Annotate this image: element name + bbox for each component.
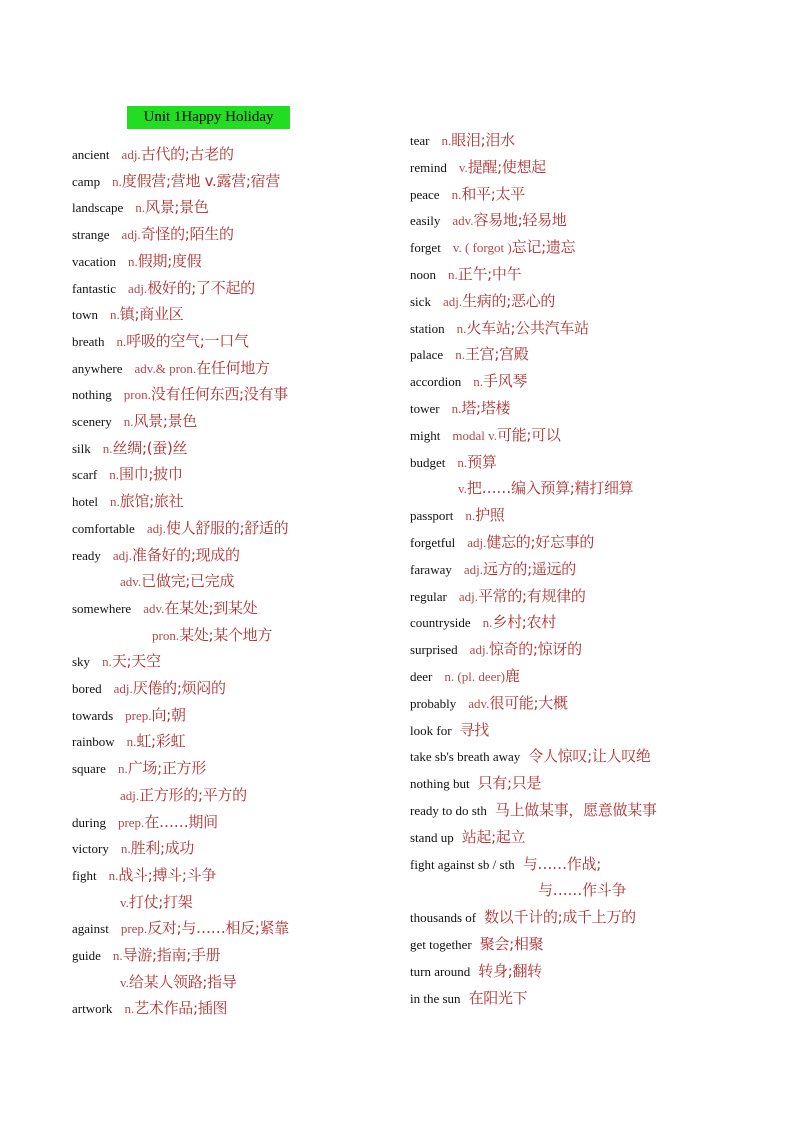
vocab-entry (410, 556, 576, 582)
part-of-speech: adj. (121, 147, 141, 162)
vocab-meaning: 使人舒服的;舒适的 (165, 519, 289, 537)
part-of-speech: n. (451, 187, 462, 202)
part-of-speech: n. (116, 334, 127, 349)
vocab-meaning: 导游;指南;手册 (122, 946, 221, 964)
part-of-speech: n. (473, 374, 484, 389)
vocab-meaning: 和平;太平 (461, 185, 525, 203)
vocab-entry (410, 931, 543, 957)
vocab-meaning: 把……编入预算;精打细算 (466, 479, 634, 497)
vocab-meaning: 反对;与……相反;紧靠 (147, 919, 289, 937)
vocab-entry (72, 809, 218, 835)
vocab-entry (72, 835, 194, 861)
part-of-speech: adj. (467, 535, 487, 550)
vocab-meaning: 正方形的;平方的 (139, 786, 247, 804)
vocab-word: anywhere (72, 361, 123, 376)
vocab-meaning: 在任何地方 (196, 359, 270, 377)
vocab-word: town (72, 307, 98, 322)
vocab-word: take sb's breath away (410, 749, 521, 764)
vocab-meaning: 平常的;有规律的 (477, 587, 586, 605)
vocab-meaning: 远方的;遥远的 (483, 560, 576, 578)
part-of-speech: n. (482, 615, 493, 630)
vocab-meaning: 很可能;大概 (489, 694, 568, 712)
vocab-meaning: 在某处;到某处 (164, 599, 258, 617)
vocab-meaning: 度假营;营地 v.露营;宿营 (121, 172, 281, 190)
vocab-meaning: 没有任何东西;没有事 (150, 385, 288, 403)
vocab-entry (410, 181, 525, 207)
vocab-entry (152, 622, 272, 648)
vocab-meaning: 容易地;轻易地 (473, 211, 567, 229)
vocab-meaning: 忘记;遗忘 (511, 238, 576, 256)
vocab-meaning: 王宫;宫殿 (464, 345, 529, 363)
vocab-entry (72, 328, 249, 354)
vocab-word: comfortable (72, 521, 135, 536)
vocab-word: towards (72, 708, 114, 723)
vocab-word: strange (72, 227, 110, 242)
vocab-word: sky (72, 654, 91, 669)
vocab-word: station (410, 321, 445, 336)
part-of-speech: adj. (113, 681, 133, 696)
part-of-speech: adv. (452, 213, 474, 228)
vocab-meaning: 准备好的;现成的 (132, 546, 240, 564)
vocab-word: easily (410, 213, 441, 228)
vocab-word: faraway (410, 562, 452, 577)
vocab-word: get together (410, 937, 472, 952)
vocab-entry (410, 449, 497, 475)
vocab-meaning: 眼泪;泪水 (451, 131, 515, 149)
vocab-word: artwork (72, 1001, 113, 1016)
part-of-speech: prep. (117, 815, 145, 830)
vocab-meaning: 艺术作品;插图 (134, 999, 228, 1017)
vocab-entry (120, 568, 234, 594)
vocab-entry (410, 341, 529, 367)
vocab-word: fight (72, 868, 97, 883)
vocab-entry (72, 275, 255, 301)
vocab-word: palace (410, 347, 444, 362)
part-of-speech: adj. (128, 281, 148, 296)
vocab-entry (120, 889, 192, 915)
vocab-word: noon (410, 267, 436, 282)
vocab-meaning: 与……作斗争 (538, 881, 627, 899)
part-of-speech: n. (455, 347, 465, 362)
vocab-meaning: 厌倦的;烦闷的 (132, 679, 226, 697)
vocab-meaning: 寻找 (459, 721, 489, 739)
vocab-entry (72, 515, 288, 541)
vocab-meaning: 古代的;古老的 (140, 145, 234, 163)
vocab-word: stand up (410, 830, 454, 845)
vocab-entry (410, 234, 575, 260)
vocab-meaning: 生病的;恶心的 (462, 292, 556, 310)
vocab-word: victory (72, 841, 109, 856)
vocab-word: during (72, 815, 106, 830)
part-of-speech: v. (120, 895, 129, 910)
part-of-speech: n. (112, 174, 122, 189)
part-of-speech: adj. (458, 589, 478, 604)
vocab-meaning: 在……期间 (144, 813, 218, 831)
vocab-word: camp (72, 174, 101, 189)
vocab-meaning: 令人惊叹;让人叹绝 (528, 747, 651, 765)
vocab-word: turn around (410, 964, 471, 979)
vocab-word: fantastic (72, 281, 117, 296)
vocab-word: thousands of (410, 910, 477, 925)
vocab-word: ancient (72, 147, 110, 162)
vocab-word: fight against sb / sth (410, 857, 515, 872)
part-of-speech: adj. (120, 788, 140, 803)
vocab-entry (72, 675, 226, 701)
vocab-word: might (410, 428, 441, 443)
vocab-entry (72, 648, 161, 674)
vocab-entry (410, 261, 521, 287)
vocab-entry (410, 851, 601, 877)
part-of-speech: n. (441, 133, 452, 148)
vocab-word: probably (410, 696, 457, 711)
part-of-speech: modal v. (452, 428, 497, 443)
vocab-entry (410, 904, 636, 930)
vocab-word: budget (410, 455, 446, 470)
vocab-meaning: 假期;度假 (137, 252, 202, 270)
part-of-speech: pron. (123, 387, 151, 402)
vocab-entry (72, 942, 220, 968)
part-of-speech: v. ( forgot ) (452, 240, 512, 255)
vocab-entry (410, 609, 556, 635)
vocab-entry (410, 797, 657, 823)
vocab-entry (458, 475, 633, 501)
vocab-word: forgetful (410, 535, 456, 550)
vocab-word: rainbow (72, 734, 115, 749)
vocab-meaning: 向;朝 (151, 706, 186, 724)
part-of-speech: adj. (146, 521, 166, 536)
vocab-entry (410, 743, 651, 769)
vocab-meaning: 乡村;农村 (492, 613, 556, 631)
vocab-entry (72, 542, 240, 568)
part-of-speech: v. (458, 160, 468, 175)
vocab-entry (410, 502, 505, 528)
vocab-word: sick (410, 294, 431, 309)
vocab-entry (72, 995, 227, 1021)
part-of-speech: n. (102, 654, 112, 669)
vocab-meaning: 手风琴 (483, 372, 528, 390)
vocab-meaning: 预算 (467, 453, 497, 471)
vocab-word: hotel (72, 494, 98, 509)
vocab-meaning: 站起;起立 (461, 828, 526, 846)
part-of-speech: adj. (121, 227, 141, 242)
part-of-speech: adv. (143, 601, 165, 616)
vocab-meaning: 丝绸;(蚕)丝 (112, 439, 188, 457)
vocab-word: passport (410, 508, 454, 523)
vocab-entry (410, 636, 582, 662)
vocab-entry (72, 194, 209, 220)
vocab-word: nothing (72, 387, 112, 402)
part-of-speech: adv. (468, 696, 490, 711)
part-of-speech: n. (110, 494, 120, 509)
part-of-speech: n. (124, 1001, 135, 1016)
vocab-meaning: 健忘的;好忘事的 (486, 533, 595, 551)
part-of-speech: prep. (125, 708, 152, 723)
part-of-speech: n. (117, 761, 128, 776)
vocab-entry (410, 207, 566, 233)
part-of-speech: v. (120, 975, 129, 990)
vocab-entry (538, 877, 626, 903)
vocab-meaning: 在阳光下 (468, 989, 528, 1007)
part-of-speech: adj. (463, 562, 483, 577)
vocab-entry (72, 461, 183, 487)
vocab-entry (410, 395, 510, 421)
part-of-speech: n. (109, 467, 120, 482)
vocab-meaning: 围巾;披巾 (119, 465, 183, 483)
vocab-entry (72, 168, 280, 194)
vocab-word: tower (410, 401, 440, 416)
part-of-speech: n. (448, 267, 458, 282)
part-of-speech: n. (128, 254, 138, 269)
part-of-speech: n. (110, 307, 120, 322)
vocab-meaning: 护照 (475, 506, 505, 524)
vocab-entry (72, 488, 183, 514)
vocab-word: forget (410, 240, 441, 255)
vocab-meaning: 虹;彩虹 (136, 732, 186, 750)
vocab-meaning: 聚会;相聚 (479, 935, 544, 953)
vocab-word: accordion (410, 374, 462, 389)
part-of-speech: pron. (152, 628, 180, 643)
vocab-entry (72, 355, 270, 381)
part-of-speech: n. (108, 868, 119, 883)
vocab-entry (72, 862, 216, 888)
part-of-speech: adv. (120, 574, 142, 589)
vocab-meaning: 数以千计的;成千上万的 (484, 908, 636, 926)
vocab-word: remind (410, 160, 447, 175)
vocab-entry (410, 663, 520, 689)
vocab-word: breath (72, 334, 105, 349)
vocab-meaning: 给某人领路;指导 (128, 973, 237, 991)
vocab-meaning: 旅馆;旅社 (119, 492, 184, 510)
vocab-meaning: 提醒;使想起 (467, 158, 546, 176)
vocab-meaning: 呼吸的空气;一口气 (126, 332, 249, 350)
part-of-speech: adv.& pron. (134, 361, 197, 376)
part-of-speech: adj. (469, 642, 489, 657)
vocab-meaning: 某处;某个地方 (179, 626, 273, 644)
vocab-word: tear (410, 133, 430, 148)
vocab-entry (410, 422, 561, 448)
part-of-speech: n. (135, 200, 146, 215)
vocab-meaning: 塔;塔楼 (461, 399, 511, 417)
vocab-entry (72, 408, 197, 434)
vocab-meaning: 转身;翻转 (478, 962, 542, 980)
vocab-entry (72, 141, 234, 167)
vocab-entry (410, 690, 568, 716)
vocab-entry (72, 435, 187, 461)
vocab-word: silk (72, 441, 91, 456)
vocab-meaning: 战斗;搏斗;斗争 (118, 866, 217, 884)
vocab-entry (410, 717, 489, 743)
vocab-entry (410, 770, 541, 796)
vocab-entry (120, 782, 247, 808)
vocab-entry (410, 583, 586, 609)
vocab-meaning: 极好的;了不起的 (147, 279, 255, 297)
unit-title: Unit 1Happy Holiday (127, 106, 290, 129)
vocab-entry (410, 958, 542, 984)
vocab-word: countryside (410, 615, 471, 630)
vocab-entry (120, 969, 237, 995)
vocab-entry (410, 824, 525, 850)
vocab-word: surprised (410, 642, 458, 657)
part-of-speech: prep. (120, 921, 148, 936)
part-of-speech: n. (102, 441, 113, 456)
vocab-word: square (72, 761, 106, 776)
vocab-meaning: 胜利;成功 (130, 839, 195, 857)
part-of-speech: n. (457, 455, 468, 470)
vocab-meaning: 打仗;打架 (128, 893, 193, 911)
part-of-speech: v. (458, 481, 467, 496)
vocab-meaning: 奇怪的;陌生的 (140, 225, 234, 243)
vocab-word: in the sun (410, 991, 461, 1006)
vocab-meaning: 广场;正方形 (127, 759, 206, 777)
vocab-entry (72, 728, 185, 754)
vocab-entry (72, 381, 288, 407)
vocab-meaning: 正午;中午 (457, 265, 522, 283)
vocab-word: scenery (72, 414, 112, 429)
vocab-entry (410, 529, 594, 555)
vocab-entry (410, 154, 546, 180)
vocab-meaning: 已做完;已完成 (141, 572, 235, 590)
vocab-meaning: 镇;商业区 (119, 305, 184, 323)
vocab-meaning: 风景;景色 (145, 198, 209, 216)
vocab-entry (410, 985, 527, 1011)
vocab-entry (72, 221, 234, 247)
vocab-entry (72, 755, 206, 781)
part-of-speech: n. (465, 508, 476, 523)
vocab-meaning: 只有;只是 (477, 774, 542, 792)
vocab-word: nothing but (410, 776, 470, 791)
vocab-word: somewhere (72, 601, 132, 616)
part-of-speech: n. (112, 948, 123, 963)
vocab-entry (410, 288, 555, 314)
vocab-word: bored (72, 681, 102, 696)
vocab-meaning: 与……作战; (522, 855, 601, 873)
vocab-meaning: 火车站;公共汽车站 (466, 319, 589, 337)
vocab-word: scarf (72, 467, 98, 482)
part-of-speech: n. (126, 734, 137, 749)
vocab-entry (410, 315, 589, 341)
vocab-entry (410, 368, 527, 394)
part-of-speech: n. (pl. deer) (444, 669, 506, 684)
vocab-meaning: 天;天空 (111, 652, 161, 670)
vocab-entry (72, 248, 201, 274)
vocab-word: vacation (72, 254, 117, 269)
part-of-speech: n. (456, 321, 467, 336)
part-of-speech: n. (120, 841, 131, 856)
vocab-entry (72, 702, 186, 728)
vocab-entry (410, 127, 515, 153)
vocab-word: deer (410, 669, 433, 684)
part-of-speech: adj. (442, 294, 463, 309)
vocab-word: peace (410, 187, 440, 202)
vocab-word: against (72, 921, 109, 936)
vocab-entry (72, 301, 183, 327)
vocab-entry (72, 915, 289, 941)
vocab-meaning: 风景;景色 (133, 412, 198, 430)
vocab-word: guide (72, 948, 101, 963)
vocab-meaning: 鹿 (505, 667, 520, 685)
vocab-meaning: 马上做某事，愿意做某事 (494, 801, 657, 819)
vocab-word: look for (410, 723, 452, 738)
part-of-speech: n. (451, 401, 462, 416)
vocab-word: landscape (72, 200, 124, 215)
part-of-speech: adj. (112, 548, 133, 563)
vocab-word: regular (410, 589, 447, 604)
vocab-word: ready to do sth (410, 803, 487, 818)
part-of-speech: n. (123, 414, 134, 429)
vocab-meaning: 可能;可以 (497, 426, 561, 444)
vocab-meaning: 惊奇的;惊讶的 (488, 640, 582, 658)
vocab-word: ready (72, 548, 101, 563)
vocab-entry (72, 595, 257, 621)
